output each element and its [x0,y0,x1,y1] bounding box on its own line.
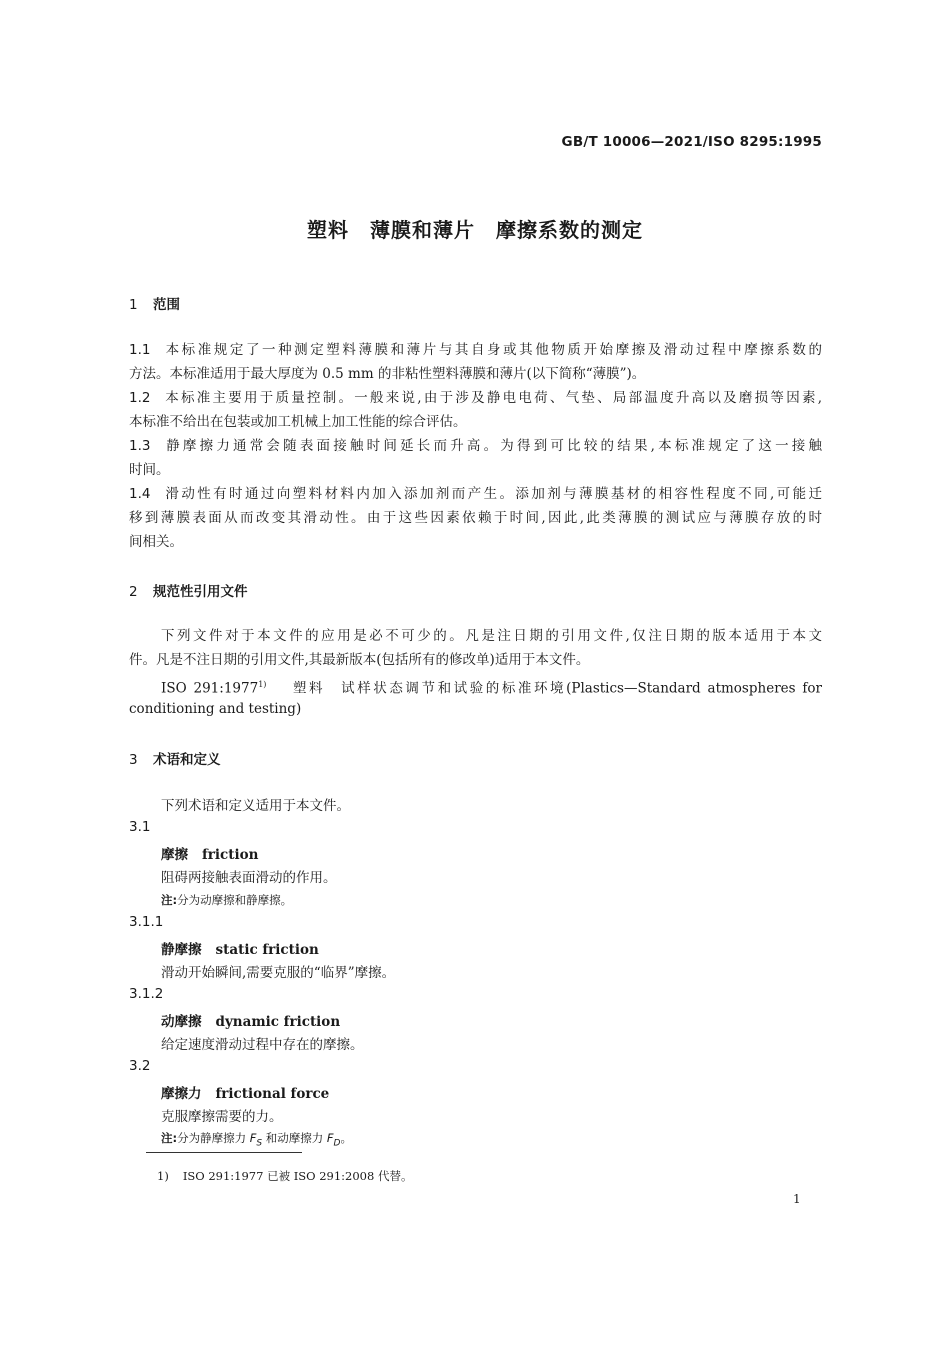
clause-text: 静摩擦力通常会随表面接触时间延长而升高。为得到可比较的结果,本标准规定了这一接触 [163,438,822,454]
term-name: 摩擦力 frictional force [161,1086,330,1102]
paragraph-text: 件。凡是不注日期的引用文件,其最新版本(包括所有的修改单)适用于本文件。 [129,652,590,668]
footnote-text: ISO 291:1977 已被 ISO 291:2008 代替。 [182,1169,413,1183]
term-definition: 阻碍两接触表面滑动的作用。 [161,870,337,886]
clause-1-3 [129,434,822,482]
section-number: 1 [129,297,138,313]
clause-number: 1.2 [129,390,151,406]
term-name: 静摩擦 static friction [161,942,319,958]
footnote-mark: 1) [258,680,267,689]
term-name: 摩擦 friction [161,847,259,863]
clause-text: 本标准主要用于质量控制。一般来说,由于涉及静电电荷、气垫、局部温度升高以及磨损等因素, [163,390,822,406]
normative-reference [129,673,822,721]
term-number: 3.2 [129,1058,151,1074]
clause-number: 1.3 [129,438,151,454]
clause-text: 时间。 [129,462,170,478]
reference-title: conditioning and testing) [129,701,302,717]
clause-number: 1.1 [129,342,151,358]
term-definition: 给定速度滑动过程中存在的摩擦。 [161,1037,364,1053]
section-2-paragraph [129,624,822,672]
clause-text: 间相关。 [129,534,183,550]
section-3-intro: 下列术语和定义适用于本文件。 [161,798,350,814]
clause-text: 本标准不给出在包装或加工机械上加工性能的综合评估。 [129,414,467,430]
term-note: 注:分为静摩擦力 $F_S$ 和动摩擦力 $F_D$。 [161,1131,352,1149]
section-title: 范围 [153,297,180,313]
section-number: 3 [129,752,138,768]
reference-title: 塑料 试样状态调节和试验的标准环境(Plastics—Standard atmospheres for [290,680,822,697]
clause-1-4 [129,482,822,554]
term-definition: 滑动开始瞬间,需要克服的“临界”摩擦。 [161,965,396,981]
footnote [157,1168,412,1184]
term-number: 3.1.1 [129,914,164,930]
term-name: 动摩擦 dynamic friction [161,1014,341,1030]
clause-text: 移到薄膜表面从而改变其滑动性。由于这些因素依赖于时间,因此,此类薄膜的测试应与薄膜存放的时 [129,510,822,526]
clause-number: 1.4 [129,486,151,502]
clause-1-1 [129,338,822,386]
term-number: 3.1.2 [129,986,164,1002]
section-3-heading [129,748,221,768]
reference-code: ISO 291:1977 [161,680,259,697]
section-title: 术语和定义 [153,752,221,768]
clause-text: 滑动性有时通过向塑料材料内加入添加剂而产生。添加剂与薄膜基材的相容性程度不同,可能迁 [163,486,822,502]
footnote-mark: 1) [157,1169,169,1183]
paragraph-text: 下列文件对于本文件的应用是必不可少的。凡是注日期的引用文件,仅注日期的版本适用于本文 [161,628,822,644]
document-title: 塑料 薄膜和薄片 摩擦系数的测定 [307,218,643,242]
term-number: 3.1 [129,819,151,835]
clause-text: 本标准规定了一种测定塑料薄膜和薄片与其自身或其他物质开始摩擦及滑动过程中摩擦系数的 [163,342,822,358]
section-number: 2 [129,584,138,600]
section-2-heading [129,580,248,600]
term-note: 注:分为动摩擦和静摩擦。 [161,893,293,907]
footnote-separator [146,1152,302,1153]
clause-text: 方法。本标准适用于最大厚度为 0.5 mm 的非粘性塑料薄膜和薄片(以下简称“薄膜”)。 [129,366,646,382]
section-title: 规范性引用文件 [153,584,248,600]
page-number: 1 [793,1192,801,1206]
clause-1-2 [129,386,822,434]
standard-code: GB/T 10006—2021/ISO 8295:1995 [561,134,822,150]
section-1-heading [129,293,180,313]
term-definition: 克服摩擦需要的力。 [161,1109,283,1125]
